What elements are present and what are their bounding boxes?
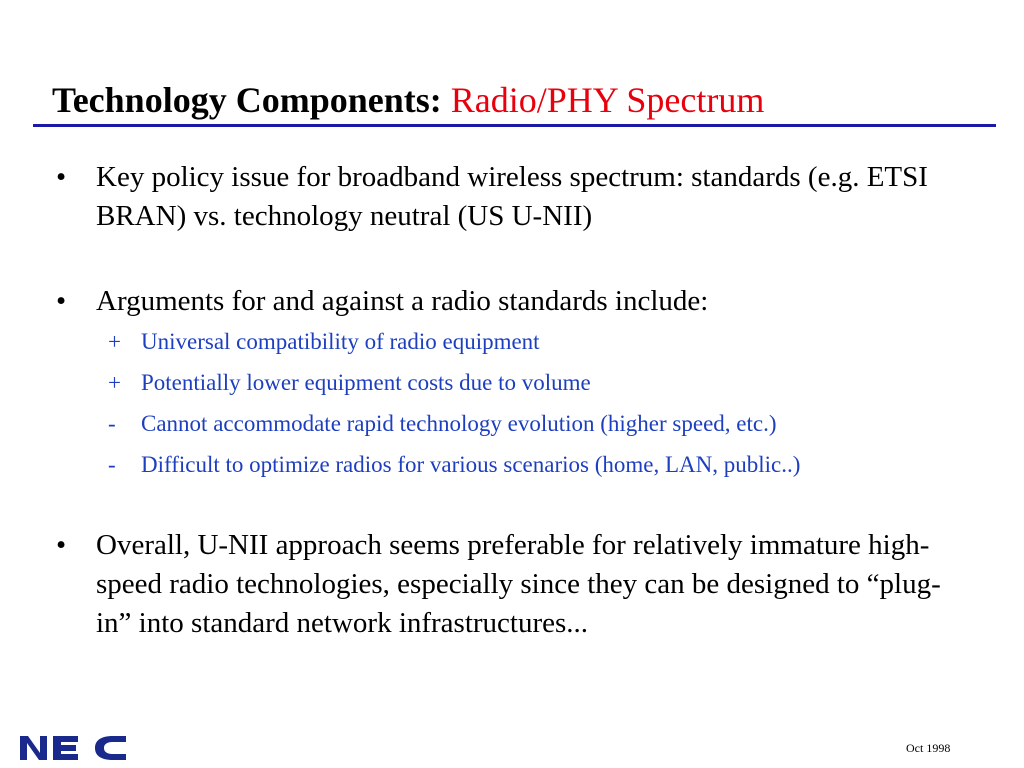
sub-item-marker: + xyxy=(108,370,121,395)
bullet-marker: • xyxy=(56,161,67,193)
sub-item-marker: - xyxy=(108,411,116,436)
sub-item-text: Universal compatibility of radio equipment xyxy=(141,329,540,354)
nec-logo xyxy=(18,733,128,763)
title-sub: Radio/PHY Spectrum xyxy=(450,80,765,120)
title-main: Technology Components: xyxy=(52,80,442,120)
bullet-marker: • xyxy=(56,285,67,317)
bullet-text: Arguments for and against a radio standards include: xyxy=(96,285,709,317)
bullet-text: Key policy issue for broadband wireless spectrum: standards (e.g. ETSI BRAN) vs. technology neutral (US U-NII) xyxy=(96,161,928,232)
nec-logo-letters xyxy=(20,736,126,760)
sub-item-marker: - xyxy=(108,452,116,477)
sub-item-text: Potentially lower equipment costs due to volume xyxy=(141,370,591,395)
bullet-marker: • xyxy=(56,529,67,561)
sub-item-marker: + xyxy=(108,329,121,354)
bullet-text: Overall, U-NII approach seems preferable for relatively immature high-speed radio technologies, especially since they can be designed to “plug-in” into standard network infrastructures... xyxy=(96,529,941,639)
footer-date: Oct 1998 xyxy=(906,741,951,755)
title-divider xyxy=(33,124,996,127)
sub-item-text: Difficult to optimize radios for various scenarios (home, LAN, public..) xyxy=(141,452,801,477)
slide-title xyxy=(52,78,764,122)
sub-item-text: Cannot accommodate rapid technology evolution (higher speed, etc.) xyxy=(141,411,777,436)
